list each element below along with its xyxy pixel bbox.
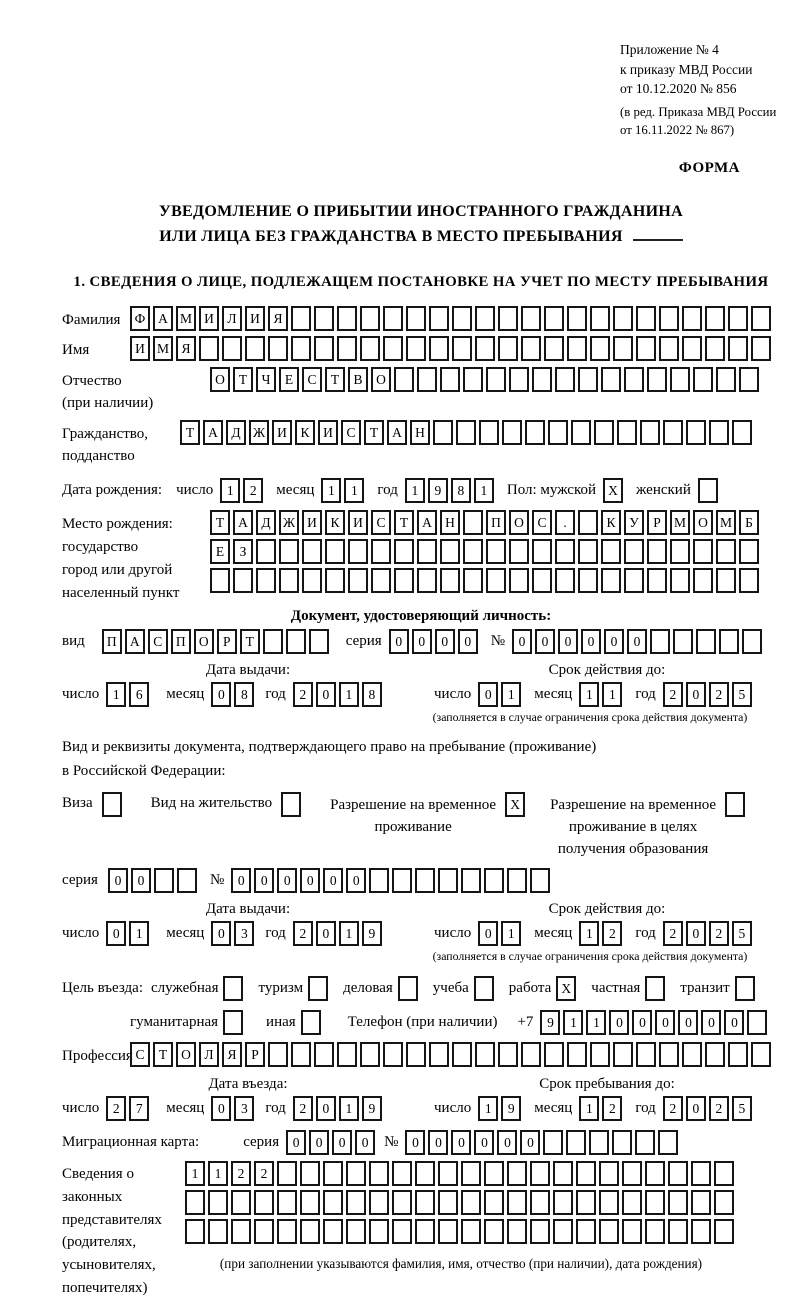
purpose-other: иная <box>266 1010 324 1035</box>
given-name-label: Имя <box>62 342 90 359</box>
birth-month-label: месяц <box>276 481 315 498</box>
law-ref-line: Приложение № 4 <box>620 42 719 57</box>
purpose-commercial-checkbox[interactable] <box>398 976 421 1001</box>
surname-row <box>62 306 780 332</box>
representatives-grid <box>185 1161 737 1272</box>
residence-doc-intro-line2: в Российской Федерации: <box>62 763 226 780</box>
identity-issue-year-cells[interactable]: 2 0 1 8 <box>293 682 385 707</box>
purpose-other-checkbox[interactable] <box>301 1010 324 1035</box>
law-reference-block <box>620 40 780 140</box>
birth-place-row <box>62 510 780 606</box>
sex-male-checkbox[interactable]: X <box>603 478 626 503</box>
residence-issue-line: число 0 1 месяц 0 3 год 2 0 1 9 <box>62 921 434 946</box>
residence-expiry-day-cells[interactable]: 0 1 <box>478 921 524 946</box>
entry-day-cells[interactable]: 2 7 <box>106 1096 152 1121</box>
doc-kind-cells[interactable]: П А С П О Р Т <box>102 629 332 654</box>
residence-doc-series-row <box>62 868 780 893</box>
purpose-study-checkbox[interactable] <box>474 976 497 1001</box>
edu-residence-permit-label: Разрешение на временное проживание в целях получения образования <box>550 797 717 857</box>
representatives-cells-row1[interactable]: 1 1 2 2 <box>185 1161 737 1186</box>
title-blank-underline <box>633 227 683 241</box>
residence-issue-day-cells[interactable]: 0 1 <box>106 921 152 946</box>
identity-issue-day-cells[interactable]: 1 6 <box>106 682 152 707</box>
purpose-tourism-checkbox[interactable] <box>308 976 331 1001</box>
birth-place-grid <box>210 510 762 597</box>
sex-female-label: женский <box>636 481 691 498</box>
purpose-business: служебная <box>151 976 247 1001</box>
visa-option <box>62 792 125 817</box>
identity-expiry-year-cells[interactable]: 2 0 2 5 <box>663 682 755 707</box>
law-ref-note-line: (в ред. Приказа МВД России <box>620 104 777 119</box>
birth-day-cells[interactable]: 1 2 <box>220 478 266 503</box>
purpose-private: частная <box>591 976 668 1001</box>
law-ref-line: от 10.12.2020 № 856 <box>620 81 737 97</box>
migration-card-series-cells[interactable]: 0 0 0 0 <box>286 1130 378 1155</box>
migration-card-number-cells[interactable]: 0 0 0 0 0 0 <box>405 1130 681 1155</box>
residence-expiry-month-cells[interactable]: 1 2 <box>579 921 625 946</box>
identity-issue-month-cells[interactable]: 0 8 <box>211 682 257 707</box>
doc-number-label: № <box>490 632 505 649</box>
migration-card-series-label: серия <box>243 1133 280 1150</box>
residence-expiry-line: число 0 1 месяц 1 2 год 2 0 2 5 <box>434 921 780 946</box>
given-name-row <box>62 336 780 362</box>
phone-cells[interactable]: 9 1 1 0 0 0 0 0 0 <box>540 1010 770 1035</box>
profession-label: Профессия <box>62 1048 133 1065</box>
doc-series-label: серия <box>345 632 382 649</box>
purpose-work-checkbox[interactable]: X <box>556 976 579 1001</box>
temp-residence-permit-checkbox[interactable]: X <box>505 792 528 817</box>
representatives-cells-row2[interactable] <box>185 1190 737 1215</box>
identity-expiry-day-cells[interactable]: 0 1 <box>478 682 524 707</box>
identity-expiry-month-cells[interactable]: 1 1 <box>579 682 625 707</box>
entry-month-cells[interactable]: 0 3 <box>211 1096 257 1121</box>
residence-expiry-block <box>434 901 780 964</box>
migration-card-row <box>62 1130 780 1155</box>
sex-female-checkbox[interactable] <box>698 478 721 503</box>
phone-label: Телефон (при наличии) <box>347 1014 498 1031</box>
purpose-tourism: туризм <box>258 976 331 1001</box>
birth-date-label: Дата рождения: <box>62 481 163 498</box>
residence-number-cells[interactable]: 0 0 0 0 0 0 <box>231 868 553 893</box>
purpose-private-checkbox[interactable] <box>645 976 668 1001</box>
identity-expiry-heading: Срок действия до: <box>548 661 666 678</box>
patronymic-cells[interactable]: О Т Ч Е С Т В О <box>210 367 762 392</box>
stay-until-heading: Срок пребывания до: <box>539 1075 675 1092</box>
patronymic-label: Отчество (при наличии) <box>62 372 154 412</box>
residence-permit-label: Вид на жительство <box>150 795 273 812</box>
phone-prefix: +7 <box>517 1014 534 1031</box>
purpose-transit: транзит <box>680 976 757 1001</box>
identity-expiry-block <box>434 662 780 725</box>
purpose-transit-checkbox[interactable] <box>735 976 758 1001</box>
edu-residence-permit-checkbox[interactable] <box>725 792 748 817</box>
representatives-cells-row3[interactable] <box>185 1219 737 1244</box>
visa-checkbox[interactable] <box>102 792 125 817</box>
representatives-note: (при заполнении указываются фамилия, имя, отчество (при наличии), дата рождения) <box>219 1255 703 1271</box>
stay-year-cells[interactable]: 2 0 2 5 <box>663 1096 755 1121</box>
representatives-label: Сведения о законных представителях (родителях, усыновителях, попечителях) <box>62 1165 162 1296</box>
surname-cells[interactable]: Ф А М И Л И Я <box>130 306 774 331</box>
representatives-row <box>62 1161 780 1300</box>
birth-place-cells-row3[interactable] <box>210 568 762 593</box>
birth-year-label: год <box>377 481 398 498</box>
entry-year-cells[interactable]: 2 0 1 9 <box>293 1096 385 1121</box>
birth-place-cells-row1[interactable]: Т А Д Ж И К И С Т А Н П О С . К У Р М О М Б <box>210 510 762 535</box>
law-ref-line: к приказу МВД России <box>620 61 753 77</box>
stay-day-cells[interactable]: 1 9 <box>478 1096 524 1121</box>
visa-label: Виза <box>62 795 93 812</box>
visit-purpose-row2 <box>62 1010 780 1035</box>
residence-issue-block <box>62 901 434 946</box>
birth-year-cells[interactable]: 1 9 8 1 <box>405 478 497 503</box>
stay-month-cells[interactable]: 1 2 <box>579 1096 625 1121</box>
purpose-commercial: деловая <box>343 976 421 1001</box>
entry-date-line: число 2 7 месяц 0 3 год 2 0 1 9 <box>62 1096 434 1121</box>
identity-doc-row <box>62 629 780 654</box>
residence-issue-heading: Дата выдачи: <box>205 901 291 918</box>
residence-expiry-heading: Срок действия до: <box>548 901 666 918</box>
migration-card-number-label: № <box>384 1133 399 1150</box>
entry-stay-dates <box>62 1076 780 1121</box>
section1-heading: 1. СВЕДЕНИЯ О ЛИЦЕ, ПОДЛЕЖАЩЕМ ПОСТАНОВКЕ НА УЧЕТ ПО МЕСТУ ПРЕБЫВАНИЯ <box>73 273 769 290</box>
identity-issue-block <box>62 662 434 707</box>
law-ref-amendment <box>620 104 780 140</box>
residence-doc-options-row <box>62 792 780 860</box>
doc-series-cells[interactable]: 0 0 0 0 <box>389 629 481 654</box>
law-ref-note-line: от 16.11.2022 № 867) <box>620 122 735 137</box>
identity-doc-heading: Документ, удостоверяющий личность: <box>290 607 552 624</box>
given-name-cells[interactable]: И М Я <box>130 336 774 361</box>
identity-expiry-line: число 0 1 месяц 1 1 год 2 0 2 5 <box>434 682 780 707</box>
patronymic-row <box>62 367 780 415</box>
residence-expiry-year-cells[interactable]: 2 0 2 5 <box>663 921 755 946</box>
purpose-work: работа X <box>509 976 580 1001</box>
residence-issue-year-cells[interactable]: 2 0 1 9 <box>293 921 385 946</box>
temp-residence-permit-label: Разрешение на временное проживание <box>330 797 497 835</box>
birth-place-label: Место рождения: государство город или другой населенный пункт <box>62 515 180 602</box>
residence-doc-intro <box>62 735 780 785</box>
residence-series-cells[interactable]: 0 0 <box>108 868 200 893</box>
profession-row <box>62 1042 780 1068</box>
birth-date-row <box>62 478 780 503</box>
entry-date-block <box>62 1076 434 1121</box>
identity-issue-line: число 1 6 месяц 0 8 год 2 0 1 8 <box>62 682 434 707</box>
sex-male-label: Пол: мужской <box>506 481 597 498</box>
entry-date-heading: Дата въезда: <box>208 1075 288 1092</box>
migration-card-label: Миграционная карта: <box>62 1133 200 1150</box>
purpose-humanitarian-checkbox[interactable] <box>223 1010 246 1035</box>
purpose-business-checkbox[interactable] <box>223 976 246 1001</box>
residence-series-label: серия <box>62 872 98 889</box>
residence-number-label: № <box>209 872 225 889</box>
form-title <box>62 199 780 250</box>
residence-doc-intro-line1: Вид и реквизиты документа, подтверждающего право на пребывание (проживание) <box>62 738 597 755</box>
profession-cells[interactable]: С Т О Л Я Р <box>130 1042 774 1067</box>
birth-month-cells[interactable]: 1 1 <box>321 478 367 503</box>
residence-expiry-note: (заполняется в случае ограничения срока действия документа) <box>432 949 748 964</box>
form-label: ФОРМА <box>678 159 740 176</box>
residence-permit-option <box>151 792 304 817</box>
surname-label: Фамилия <box>62 311 121 328</box>
stay-until-block <box>434 1076 780 1121</box>
identity-expiry-note: (заполняется в случае ограничения срока действия документа) <box>432 709 748 724</box>
edu-residence-permit-option <box>550 792 748 860</box>
citizenship-label: Гражданство, подданство <box>62 425 149 465</box>
visit-purpose-row <box>62 976 780 1001</box>
doc-kind-label: вид <box>62 632 85 649</box>
doc-number-cells[interactable]: 0 0 0 0 0 0 <box>512 629 765 654</box>
birth-place-cells-row2[interactable]: Е З <box>210 539 762 564</box>
purpose-label: Цель въезда: <box>62 980 143 997</box>
residence-doc-dates <box>62 901 780 964</box>
purpose-humanitarian: гуманитарная <box>130 1010 246 1035</box>
form-title-line2: ИЛИ ЛИЦА БЕЗ ГРАЖДАНСТВА В МЕСТО ПРЕБЫВАНИЯ <box>159 228 623 246</box>
residence-permit-checkbox[interactable] <box>281 792 304 817</box>
form-title-line2-wrap <box>62 224 780 250</box>
form-title-line1: УВЕДОМЛЕНИЕ О ПРИБЫТИИ ИНОСТРАННОГО ГРАЖДАНИНА <box>159 202 683 220</box>
identity-doc-dates <box>62 662 780 725</box>
residence-issue-month-cells[interactable]: 0 3 <box>211 921 257 946</box>
temp-residence-permit-option <box>330 792 528 839</box>
citizenship-row <box>62 420 780 468</box>
citizenship-cells[interactable]: Т А Д Ж И К И С Т А Н <box>180 420 755 445</box>
stay-until-line: число 1 9 месяц 1 2 год 2 0 2 5 <box>434 1096 780 1121</box>
purpose-study: учеба <box>433 976 497 1001</box>
birth-day-label: число <box>176 481 214 498</box>
identity-issue-heading: Дата выдачи: <box>205 661 291 678</box>
